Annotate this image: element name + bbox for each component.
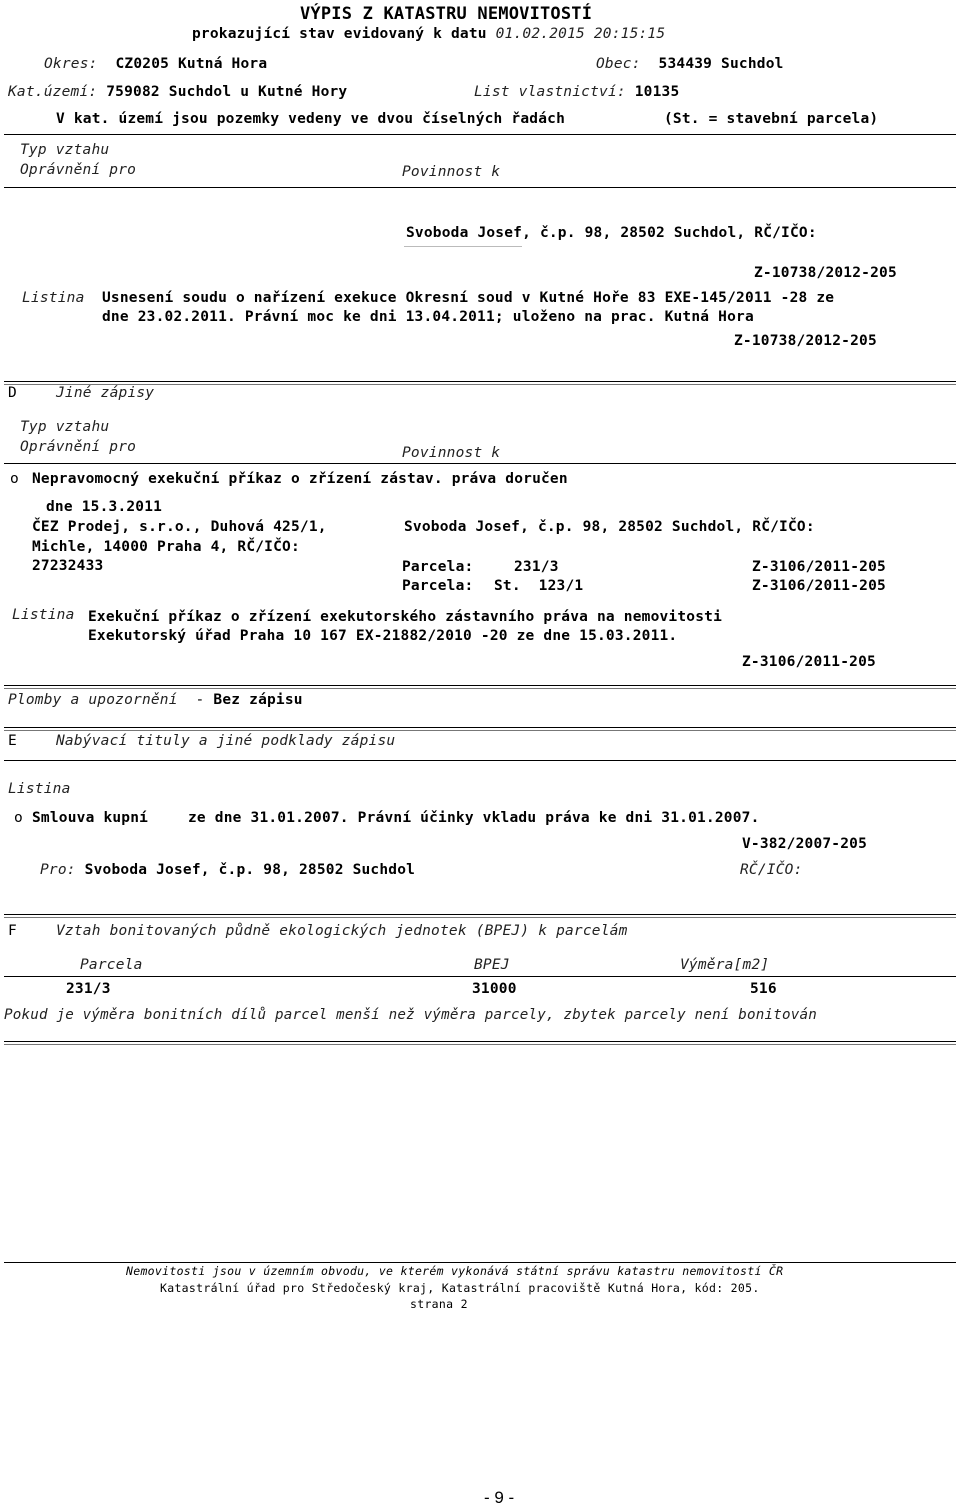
- d-parcela-1-ref: Z-3106/2011-205: [752, 559, 886, 575]
- d-povinnost-k-label: Povinnost k: [402, 445, 501, 461]
- d-parcela-1-value: 231/3: [514, 559, 559, 575]
- e-item-ref: V-382/2007-205: [742, 836, 868, 852]
- katuzemi-label: Kat.území:: [8, 84, 98, 100]
- e-pro-row: [40, 862, 415, 878]
- e-listina-label: Listina: [8, 781, 71, 797]
- c-header-divider: [4, 187, 956, 188]
- footer-line-3: strana 2: [410, 1297, 468, 1311]
- okres-label: Okres:: [44, 56, 98, 72]
- list-vlastnictvi-row: [474, 84, 679, 100]
- plomby-dash: -: [195, 692, 205, 708]
- d-header-divider: [4, 463, 956, 464]
- d-section-letter: D: [8, 385, 17, 401]
- f-col-bpej: BPEJ: [474, 957, 510, 973]
- e-bullet: o: [14, 810, 23, 826]
- d-zapis-line-1: Nepravomocný exekuční příkaz o zřízení zástav. práva doručen: [32, 471, 568, 487]
- listvl-label: List vlastnictví:: [474, 84, 626, 100]
- d-listina-line-2: Exekutorský úřad Praha 10 167 EX-21882/2010 -20 ze dne 15.03.2011.: [88, 628, 678, 644]
- e-item-text: ze dne 31.01.2007. Právní účinky vkladu práva ke dni 31.01.2007.: [188, 810, 760, 826]
- okres-value: CZ0205 Kutná Hora: [115, 56, 268, 72]
- f-note: Pokud je výměra bonitních dílů parcel menší než výměra parcely, zbytek parcely není bonitován: [4, 1007, 817, 1023]
- f-table-header-divider: [4, 976, 956, 977]
- obec-row: [596, 56, 784, 72]
- d-listina-label: Listina: [12, 607, 75, 623]
- parcel-series-note: V kat. území jsou pozemky vedeny ve dvou číselných řadách: [56, 111, 565, 127]
- d-typ-vztahu-label: Typ vztahu: [20, 419, 110, 435]
- d-parcela-1-label: Parcela:: [402, 559, 474, 575]
- d-parcela-2-label: Parcela:: [402, 578, 474, 594]
- obec-value: 534439 Suchdol: [658, 56, 784, 72]
- e-pro-value: Svoboda Josef, č.p. 98, 28502 Suchdol: [84, 862, 416, 878]
- e-header-divider: [4, 760, 956, 761]
- e-section-title: Nabývací tituly a jiné podklady zápisu: [56, 733, 396, 749]
- d-opravneny-line-3: 27232433: [32, 558, 104, 574]
- typ-vztahu-label: Typ vztahu: [20, 142, 110, 158]
- document-title: VÝPIS Z KATASTRU NEMOVITOSTÍ: [300, 4, 593, 24]
- c-listina-line-1: Usnesení soudu o nařízení exekuce Okresní soud v Kutné Hoře 83 EXE-145/2011 -28 ze: [102, 290, 835, 306]
- page-number: - 9 -: [484, 1488, 515, 1507]
- f-section-title: Vztah bonitovaných půdně ekologických jednotek (BPEJ) k parcelám: [56, 923, 628, 939]
- d-section-title: Jiné zápisy: [56, 385, 155, 401]
- header-divider: [4, 134, 956, 135]
- katuzemi-value: 759082 Suchdol u Kutné Hory: [106, 84, 348, 100]
- e-section-letter: E: [8, 733, 17, 749]
- f-row-vymera: 516: [750, 981, 777, 997]
- e-item-name: Smlouva kupní: [32, 810, 149, 826]
- c-reference-2: Z-10738/2012-205: [734, 333, 877, 349]
- f-col-parcela: Parcela: [80, 957, 143, 973]
- d-parcela-2-ref: Z-3106/2011-205: [752, 578, 886, 594]
- f-bottom-divider: [4, 1041, 956, 1045]
- d-povinny-subject: Svoboda Josef, č.p. 98, 28502 Suchdol, RČ/IČO:: [404, 519, 815, 535]
- e-rc-label: RČ/IČO:: [740, 862, 803, 878]
- f-top-divider: [4, 914, 956, 918]
- d-listina-line-1: Exekuční příkaz o zřízení exekutorského zástavního práva na nemovitosti: [88, 609, 723, 625]
- c-listina-label: Listina: [22, 290, 85, 306]
- plomby-row: [8, 692, 303, 708]
- subtitle-prefix: prokazující stav evidovaný k datu: [192, 26, 487, 42]
- c-listina-line-2: dne 23.02.2011. Právní moc ke dni 13.04.2011; uloženo na prac. Kutná Hora: [102, 309, 754, 325]
- plomby-value: Bez zápisu: [213, 692, 303, 708]
- document-subtitle: [192, 26, 665, 42]
- d-opravneny-line-2: Michle, 14000 Praha 4, RČ/IČO:: [32, 539, 300, 555]
- plomby-label: Plomby a upozornění: [8, 692, 178, 708]
- d-opravneny-line-1: ČEZ Prodej, s.r.o., Duhová 425/1,: [32, 519, 327, 535]
- footer-line-2: Katastrální úřad pro Středočeský kraj, Katastrální pracoviště Kutná Hora, kód: 205.: [160, 1281, 760, 1295]
- katuzemi-row: [8, 84, 347, 100]
- f-row-bpej: 31000: [472, 981, 517, 997]
- opravneni-pro-label: Oprávnění pro: [20, 162, 137, 178]
- footer-line-1: Nemovitosti jsou v územním obvodu, ve kterém vykonává státní správu katastru nemovitostí ČR: [126, 1264, 784, 1278]
- f-section-letter: F: [8, 923, 17, 939]
- parcel-series-legend: (St. = stavební parcela): [664, 111, 879, 127]
- e-top-divider: [4, 727, 956, 731]
- footer-divider: [4, 1262, 956, 1263]
- f-row-parcela: 231/3: [66, 981, 111, 997]
- listvl-value: 10135: [634, 84, 680, 100]
- c-reference-1: Z-10738/2012-205: [754, 265, 897, 281]
- obec-label: Obec:: [596, 56, 641, 72]
- plomby-top-divider: [4, 685, 956, 689]
- d-zapis-line-2: dne 15.3.2011: [46, 499, 163, 515]
- subtitle-date: 01.02.2015 20:15:15: [495, 26, 666, 42]
- redacted-mark: [404, 246, 522, 247]
- okres-row: [44, 56, 267, 72]
- povinny-subject: Svoboda Josef, č.p. 98, 28502 Suchdol, RČ/IČO:: [406, 225, 817, 241]
- d-parcela-2-value: St. 123/1: [494, 578, 584, 594]
- d-listina-ref: Z-3106/2011-205: [742, 654, 876, 670]
- e-pro-label: Pro:: [40, 862, 76, 878]
- d-opravneni-pro-label: Oprávnění pro: [20, 439, 137, 455]
- f-col-vymera: Výměra[m2]: [680, 957, 770, 973]
- povinnost-k-label: Povinnost k: [402, 164, 501, 180]
- d-bullet: o: [10, 471, 19, 487]
